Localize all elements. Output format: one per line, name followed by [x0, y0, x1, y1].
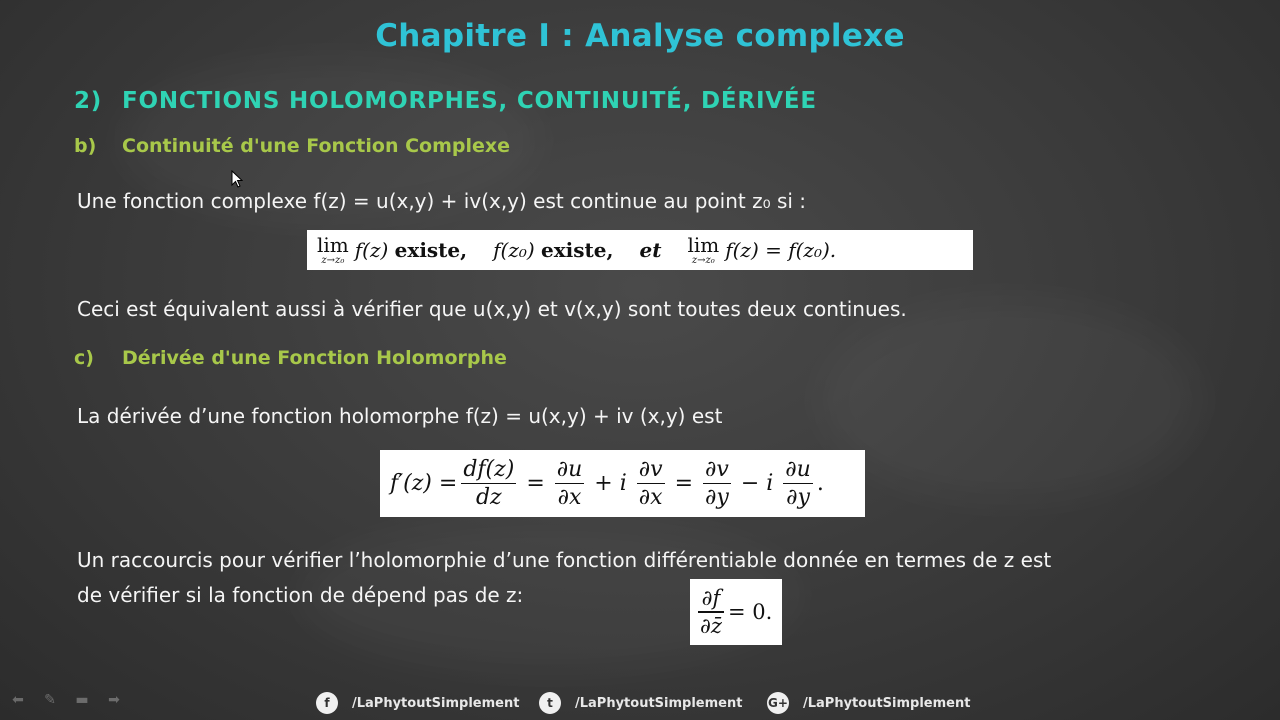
subsection-b-label: Continuité d'une Fonction Complexe — [122, 135, 511, 157]
section-heading — [74, 88, 817, 114]
formula-expr: f(z₀) — [493, 238, 535, 262]
fraction-numerator: ∂u — [556, 456, 583, 482]
operator: = — [674, 471, 694, 496]
fraction-denominator: ∂y — [786, 485, 810, 511]
fraction-numerator: ∂v — [705, 456, 729, 482]
formula-word: et — [639, 238, 662, 262]
subsection-b-letter: b) — [74, 135, 97, 157]
formula-word: existe, — [394, 238, 468, 262]
subsection-c-letter: c) — [74, 347, 94, 369]
slide-nav-controls — [8, 692, 124, 708]
fraction-denominator: ∂y — [705, 485, 729, 511]
operator: − i — [740, 471, 774, 496]
derivative-formula — [380, 450, 865, 517]
formula-lhs: f′(z) = — [390, 471, 458, 496]
formula-word: existe, — [541, 238, 614, 262]
formula-end: . — [816, 471, 824, 496]
fraction-denominator: ∂x — [638, 485, 663, 511]
footer-facebook[interactable] — [316, 690, 519, 716]
fraction-numerator: ∂u — [785, 456, 811, 482]
twitter-handle: /LaPhytoutSimplement — [575, 695, 743, 711]
subsection-b-heading — [74, 135, 510, 157]
continuity-paragraph: Une fonction complexe f(z) = u(x,y) + iv(x,y) est continue au point z₀ si : — [77, 189, 807, 213]
shortcut-paragraph-line1: Un raccourcis pour vérifier l’holomorphie d’une fonction différentiable donnée en termes de z est — [77, 548, 1052, 572]
slide-title: Chapitre I : Analyse complexe — [375, 18, 905, 54]
googleplus-icon: G+ — [767, 692, 789, 714]
equivalent-paragraph: Ceci est équivalent aussi à vérifier que u(x,y) et v(x,y) sont toutes deux continues. — [77, 297, 907, 321]
operator: + i — [594, 471, 627, 496]
fraction — [703, 458, 731, 510]
formula-expr: f(z) = f(z₀). — [725, 238, 837, 262]
lim-text: lim — [687, 232, 720, 257]
formula-expr: f(z) — [354, 238, 389, 262]
subsection-c-label: Dérivée d'une Fonction Holomorphe — [122, 347, 507, 369]
fraction-denominator: ∂z̄ — [700, 613, 722, 638]
slides-menu-icon[interactable]: ▬ — [75, 692, 89, 708]
fraction — [637, 458, 665, 510]
fraction-numerator: ∂v — [638, 456, 663, 482]
formula-rhs: = 0. — [727, 600, 773, 624]
operator: = — [526, 471, 545, 496]
twitter-icon: t — [539, 692, 561, 714]
continuity-formula — [307, 230, 973, 270]
fraction — [783, 458, 813, 510]
derivative-paragraph: La dérivée d’une fonction holomorphe f(z) = u(x,y) + iv (x,y) est — [77, 404, 723, 428]
shortcut-paragraph-line2: de vérifier si la fonction de dépend pas de z: — [77, 583, 524, 607]
lim-text: lim — [317, 232, 349, 257]
next-slide-icon[interactable]: ➡ — [108, 692, 120, 708]
mouse-pointer-icon — [231, 170, 243, 188]
fraction-denominator: ∂x — [557, 485, 582, 511]
limit-operator — [687, 232, 720, 266]
prev-slide-icon[interactable]: ⬅ — [12, 692, 24, 708]
subsection-c-heading — [74, 347, 507, 369]
fraction-numerator: df(z) — [463, 456, 515, 482]
googleplus-handle: /LaPhytoutSimplement — [803, 695, 971, 711]
limit-operator — [317, 232, 349, 266]
facebook-icon: f — [316, 692, 338, 714]
shortcut-formula — [690, 579, 782, 645]
footer-googleplus[interactable] — [767, 690, 970, 716]
fraction-numerator: ∂f — [701, 586, 721, 611]
fraction — [555, 458, 585, 510]
lim-subscript: z→z₀ — [321, 254, 345, 266]
fraction-denominator: dz — [475, 485, 502, 511]
chalk-smudge — [820, 300, 1200, 500]
lim-subscript: z→z₀ — [691, 254, 715, 266]
footer-twitter[interactable] — [539, 690, 742, 716]
section-number: 2) — [74, 88, 103, 114]
fraction — [461, 458, 516, 510]
pen-icon[interactable]: ✎ — [44, 692, 56, 708]
facebook-handle: /LaPhytoutSimplement — [352, 695, 520, 711]
section-label: FONCTIONS HOLOMORPHES, CONTINUITÉ, DÉRIVÉE — [122, 88, 817, 114]
fraction — [698, 587, 724, 637]
